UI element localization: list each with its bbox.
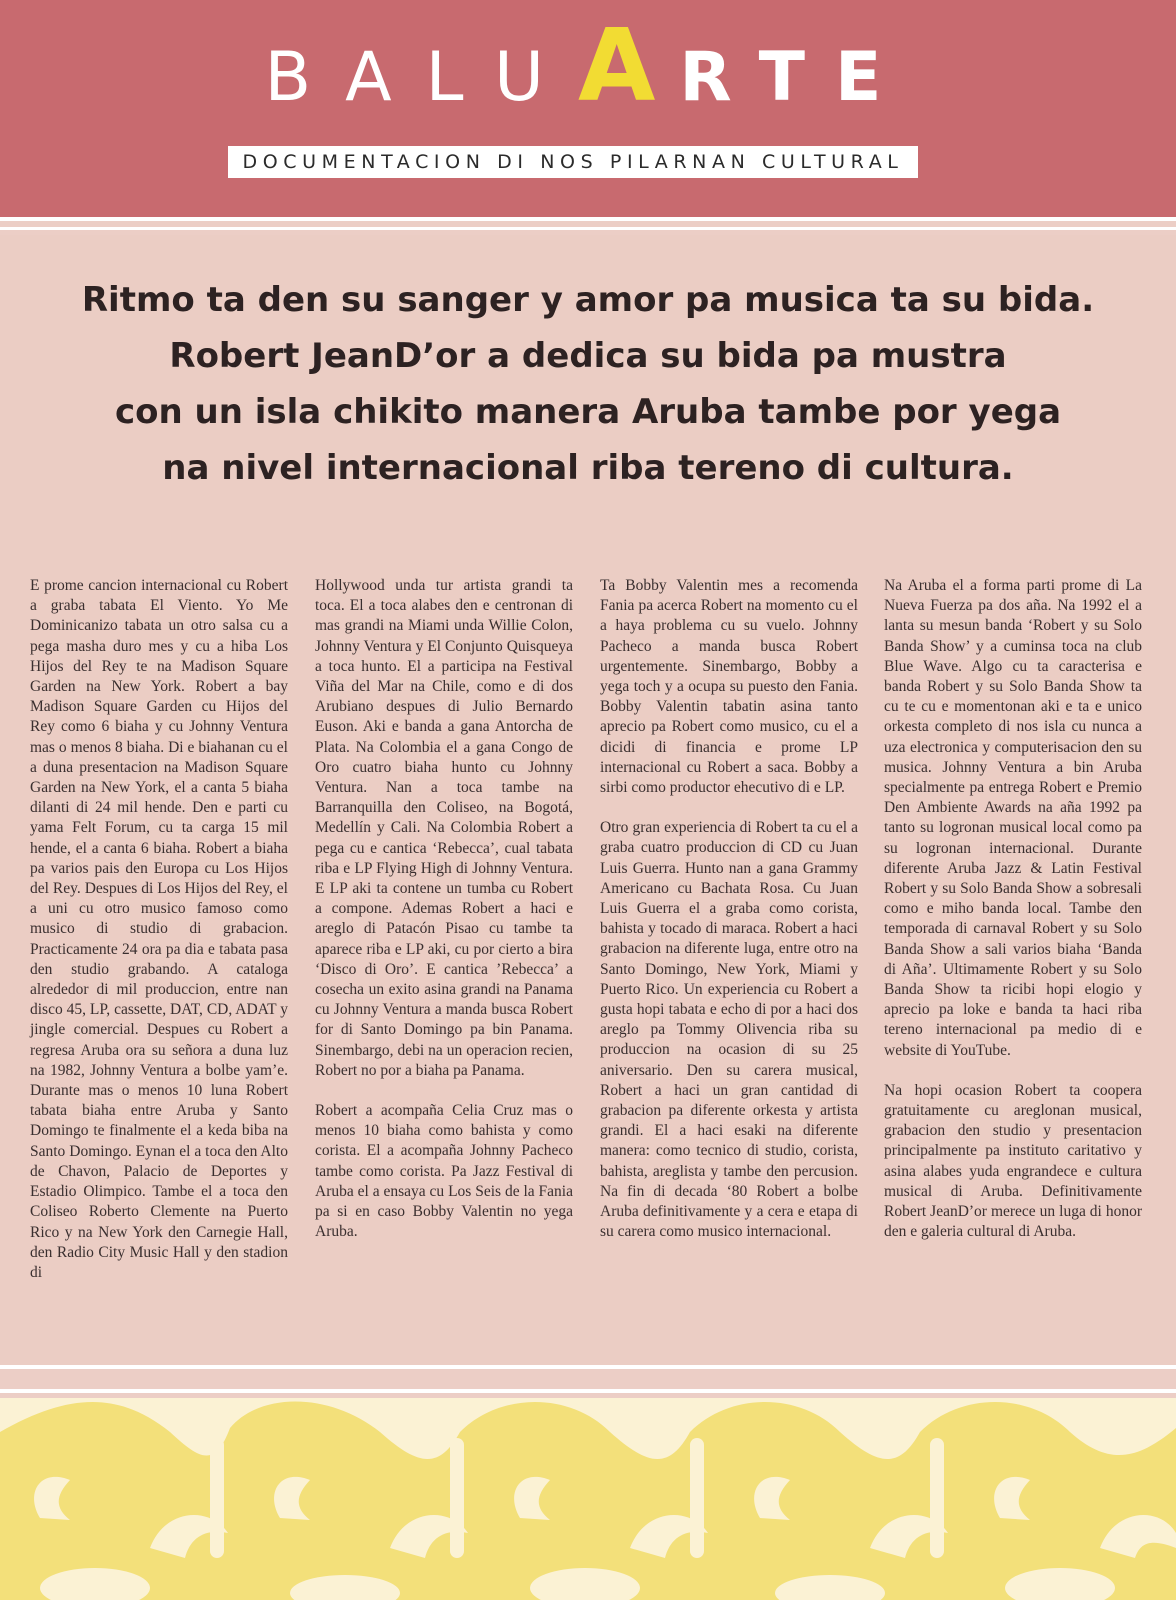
- pull-quote-line: na nivel internacional riba tereno di cultura.: [162, 448, 1014, 488]
- bottom-divider: [0, 1365, 1176, 1399]
- pull-quote-line: con un isla chikito manera Aruba tambe por yega: [114, 392, 1062, 432]
- article-paragraph: Otro gran experiencia di Robert ta cu el a graba cuatro produccion di CD cu Juan Luis Guerra. Hunto nan a gana Grammy Americano cu Bachata Rosa. Cu Juan Luis Guerra el a graba como corista, bahista y tocado di maraca. Robert a haci grabacion na diferente luga, entre otro na Santo Domingo, New York, Miami y Puerto Rico. Un experiencia cu Robert a gusta hopi tabata e echo di por a haci dos areglo pa Tommy Olivencia riba su produccion na ocasion di su 25 aniversario. Den su carera musical, Robert a haci un gran cantidad di grabacion pa diferente orkesta y artista grandi. El a haci esaki na diferente manera: como tecnico di studio, corista, bahista, areglista y tambe den percusion. Na fin di decada ‘80 Robert a bolbe Aruba definitivamente y a cera e etapa di su carera como musico internacional.: [600, 819, 858, 1241]
- title-end: RTE: [679, 38, 912, 117]
- divider-line: [0, 1389, 1176, 1393]
- article-paragraph: E prome cancion internacional cu Robert a graba tabata El Viento. Yo Me Dominicanizo tabata un otro salsa cu a pega masha duro mes y cu a hiba Los Hijos del Rey te na Madison Square Garden na New York. Robert a bay Madison Square Garden cu Hijos del Rey como 6 biaha y cu Johnny Ventura mas o menos 8 biaha. Di e biahanan cu el a duna presentacion na Madison Square Garden na New York, el a canta 5 biaha dilanti di 24 mil hende. Den e parti cu yama Felt Forum, cu ta carga 15 mil hende, el a canta 6 biaha. Robert a biaha pa varios pais den Europa cu Los Hijos del Rey. Despues di Los Hijos del Rey, el a uni cu otro musico famoso como musico di studio di grabacion. Practicamente 24 ora pa dia e tabata pasa den studio grabando. A cataloga alrededor di mil produccion, entre nan disco 45, LP, cassette, DAT, CD, ADAT y jingle comercial. Despues cu Robert a regresa Aruba ora su señora a duna luz na 1982, Johnny Ventura a bolbe yam’e. Durante mas o menos 10 luna Robert tabata biaha entre Aruba y Santo Domingo te finalmente el a keda biba na Santo Domingo. Eynan el a toca den Alto de Chavon, Palacio de Deportes y Estadio Olimpico. Tambe el a toca den Coliseo Roberto Clemente na Puerto Rico y na New York den Carnegie Hall, den Radio City Music Hall y den stadion di: [30, 577, 288, 1281]
- article-paragraph: Ta Bobby Valentin mes a recomenda Fania pa acerca Robert na momento cu el a haya problema cu su vuelo. Johnny Pacheco a manda busca Robert urgentemente. Sinembargo, Bobby a yega toch y a ocupa su puesto den Fania. Bobby Valentin tabatin asina tanto aprecio pa Robert como musico, cu el a dicidi di financia e prome LP internacional cu Robert a saca. Bobby a sirbi como productor ehecutivo di e LP.: [600, 577, 858, 797]
- title-start: BALU: [264, 38, 578, 117]
- article-column-1: [30, 576, 288, 1303]
- pull-quote: [60, 272, 1116, 496]
- ornament-pattern-icon: [0, 1398, 1176, 1600]
- pull-quote-line: Ritmo ta den su sanger y amor pa musica ta su bida.: [81, 280, 1095, 320]
- article-paragraph: Na hopi ocasion Robert ta coopera gratuitamente cu areglonan musical, grabacion den studio y presentacion principalmente pa instituto caritativo y asina alabes yuda engrandece e cultura musical di Aruba. Definitivamente Robert JeanD’or merece un luga di honor den e galeria cultural di Aruba.: [884, 1081, 1142, 1241]
- article-column-3: [600, 576, 858, 1263]
- masthead-subtitle: DOCUMENTACION DI NOS PILARNAN CULTURAL: [228, 146, 918, 178]
- divider-line: [0, 1365, 1176, 1369]
- title-accent-letter: A: [577, 7, 680, 124]
- pull-quote-line: Robert JeanD’or a dedica su bida pa mustra: [169, 336, 1007, 376]
- article-column-4: [884, 576, 1142, 1263]
- top-divider: [0, 217, 1176, 235]
- article-column-2: [315, 576, 573, 1263]
- article-paragraph: Na Aruba el a forma parti prome di La Nueva Fuerza pa dos aña. Na 1992 el a lanta su mesun banda ‘Robert y su Solo Banda Show’ y a cuminsa toca na club Blue Wave. Algo cu ta caracterisa e banda Robert y su Solo Banda Show ta cu te cu e momentonan aki e ta e unico orkesta completo di nos isla cu nunca a uza electronica y computerisacion den su musica. Johnny Ventura a bin Aruba specialmente pa entrega Robert e Premio Den Ambiente Awards na aña 1992 pa tanto su logronan musical local como pa su logronan internacional. Durante diferente Aruba Jazz & Latin Festival Robert y su Solo Banda Show a sobresali como e miho banda local. Tambe den temporada di carnaval Robert y su Solo Banda Show a sali varios biaha ‘Banda di Aña’. Ultimamente Robert y su Solo Banda Show ta ricibi hopi elogio y aprecio pa loke e banda ta haci riba tereno internacional pa medio di e website di YouTube.: [884, 577, 1142, 1059]
- article-paragraph: Robert a acompaña Celia Cruz mas o menos 10 biaha como bahista y como corista. El a acompaña Johnny Pacheco tambe como corista. Pa Jazz Festival di Aruba el a ensaya cu Los Seis de la Fania pa si en caso Bobby Valentin no yega Aruba.: [315, 1102, 573, 1241]
- masthead: [0, 0, 1176, 217]
- decorative-footer: [0, 1398, 1176, 1600]
- article-paragraph: Hollywood unda tur artista grandi ta toca. El a toca alabes den e centronan di mas grandi na Miami unda Willie Colon, Johnny Ventura y El Conjunto Quisqueya a toca hunto. El a participa na Festival Viña del Mar na Chile, como e di dos Arubiano despues di Julio Bernardo Euson. Aki e banda a gana Antorcha de Plata. Na Colombia el a gana Congo de Oro cuatro biaha hunto cu Johnny Ventura. Nan a toca tambe na Barranquilla den Coliseo, na Bogotá, Medellín y Cali. Na Colombia Robert a pega cu e cantica ‘Rebecca’, cual tabata riba e LP Flying High di Johnny Ventura. E LP aki ta contene un tumba cu Robert a compone. Ademas Robert a haci e areglo di Patacón Pisao cu tambe ta aparece riba e LP aki, cu por cierto a bira ‘Disco di Oro’. E cantica ’Rebecca’ a cosecha un exito asina grandi na Panama cu Johnny Ventura a manda busca Robert for di Santo Domingo pa bin Panama. Sinembargo, debi na un operacion recien, Robert no por a biaha pa Panama.: [315, 577, 573, 1079]
- magazine-title: [0, 7, 1176, 126]
